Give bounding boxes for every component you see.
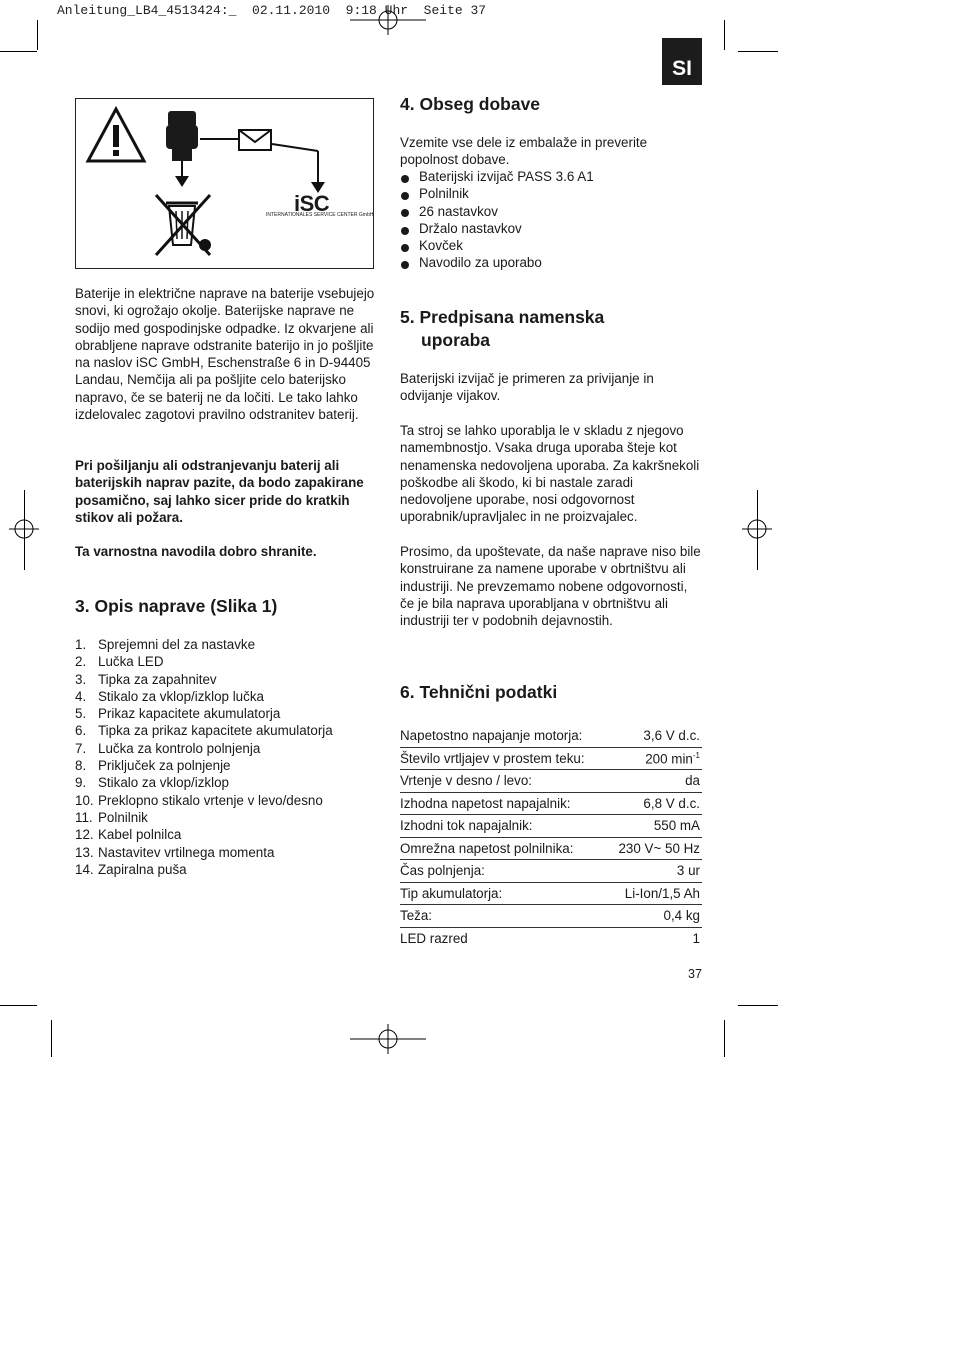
spec-label: Teža:	[400, 908, 433, 924]
spec-row	[400, 905, 702, 928]
parts-list-item	[75, 671, 375, 688]
delivery-item-label: Držalo nastavkov	[419, 220, 522, 236]
parts-item-number: 13.	[75, 844, 94, 860]
parts-item-label: Priključek za polnjenje	[98, 758, 231, 774]
spec-label: Napetostno napajanje motorja:	[400, 728, 583, 744]
parts-list-item	[75, 774, 375, 791]
disposal-figure	[75, 98, 374, 269]
spec-label: LED razred	[400, 931, 468, 947]
section-5-title-line2: uporaba	[421, 330, 491, 350]
delivery-item	[400, 203, 700, 220]
parts-list-item	[75, 688, 375, 705]
spec-row	[400, 928, 702, 951]
parts-item-label: Tipka za zapahnitev	[98, 671, 217, 687]
spec-table	[400, 725, 702, 950]
parts-item-number: 10.	[75, 792, 94, 808]
parts-item-label: Prikaz kapacitete akumulatorja	[98, 706, 281, 722]
parts-list-item	[75, 826, 375, 843]
spec-value-text: 200 min	[645, 750, 693, 766]
spec-value	[685, 773, 700, 788]
delivery-item	[400, 185, 700, 202]
delivery-item	[400, 220, 700, 237]
spec-value-superscript: -1	[692, 750, 700, 760]
parts-item-number: 7.	[75, 740, 87, 756]
spec-row	[400, 748, 702, 771]
spec-value	[654, 818, 700, 833]
bullet-icon	[401, 261, 409, 269]
parts-item-label: Stikalo za vklop/izklop lučka	[98, 688, 264, 704]
parts-item-number: 2.	[75, 654, 87, 670]
parts-list-item	[75, 740, 375, 757]
delivery-intro: Vzemite vse dele iz embalaže in preverite popolnost dobave.	[400, 135, 648, 168]
spec-value-text: 550 mA	[653, 818, 700, 834]
spec-value-text: 0,4 kg	[663, 908, 700, 924]
delivery-list	[400, 168, 700, 272]
parts-item-number: 12.	[75, 827, 94, 843]
parts-list-item	[75, 653, 375, 670]
spec-value	[677, 863, 700, 878]
battery-shipping-warning: Pri pošiljanju ali odstranjevanju baterij ali baterijskih naprav pazite, da bodo zapakirane posamično, saj lahko sicer pride do kratkih stikov ali požara.	[75, 458, 364, 525]
parts-item-number: 8.	[75, 758, 87, 774]
safety-keep-note: Ta varnostna navodila dobro shranite.	[75, 544, 317, 559]
spec-row	[400, 770, 702, 793]
parts-list-item	[75, 844, 375, 861]
spec-value-text: 3,6 V d.c.	[643, 728, 700, 744]
print-header: Anleitung_LB4_4513424:_ 02.11.2010 9:18 Uhr Seite 37	[57, 3, 487, 18]
section-3-title: 3. Opis naprave (Slika 1)	[75, 596, 278, 616]
spec-value-text: 6,8 V d.c.	[643, 795, 700, 811]
intended-use-p2: Ta stroj se lahko uporablja le v skladu z njegovo namembnostjo. Vsaka druga uporaba šteje kot nenamenska nedovoljena uporaba. Za kakršnekoli poškodbe ali škodo, ki bi nastale zaradi nedovoljene uporabe, nosi odgovornost uporabnik/upravljalec in ne proizvajalec.	[400, 423, 700, 525]
parts-item-number: 9.	[75, 775, 87, 791]
isc-logo-subtext: INTERNATIONALES SERVICE CENTER GmbH	[266, 212, 374, 218]
parts-list-item	[75, 705, 375, 722]
parts-list-item	[75, 757, 375, 774]
parts-item-number: 11.	[75, 809, 93, 825]
parts-item-label: Polnilnik	[98, 809, 148, 825]
isc-logo: iSC	[294, 191, 330, 216]
delivery-item-label: 26 nastavkov	[419, 203, 498, 219]
bullet-icon	[401, 209, 409, 217]
page-number: 37	[688, 967, 702, 981]
parts-item-label: Preklopno stikalo vrtenje v levo/desno	[98, 792, 323, 808]
parts-item-label: Kabel polnilca	[98, 827, 182, 843]
bullet-icon	[401, 244, 409, 252]
parts-list	[75, 636, 375, 878]
parts-item-number: 6.	[75, 723, 87, 739]
parts-item-label: Stikalo za vklop/izklop	[98, 775, 229, 791]
spec-value-text: 1	[692, 931, 700, 947]
section-4-title: 4. Obseg dobave	[400, 94, 541, 114]
disposal-illustration	[76, 99, 373, 268]
spec-value-text: 3 ur	[676, 863, 700, 879]
section-5-title-line1: 5. Predpisana namenska	[400, 307, 605, 327]
intended-use-p1: Baterijski izvijač je primeren za privijanje in odvijanje vijakov.	[400, 371, 654, 404]
parts-item-label: Tipka za prikaz kapacitete akumulatorja	[98, 723, 333, 739]
spec-row	[400, 725, 702, 748]
delivery-item	[400, 254, 700, 271]
parts-list-item	[75, 809, 375, 826]
parts-item-number: 5.	[75, 706, 87, 722]
spec-value	[625, 886, 700, 901]
bullet-icon	[401, 227, 409, 235]
device-icon	[166, 111, 198, 187]
parts-item-label: Lučka LED	[98, 654, 164, 670]
spec-value-text: 230 V~ 50 Hz	[618, 840, 700, 856]
spec-label: Tip akumulatorja:	[400, 885, 503, 901]
spec-row	[400, 860, 702, 883]
delivery-item-label: Kovček	[419, 238, 463, 254]
delivery-item	[400, 237, 700, 254]
spec-label: Izhodna napetost napajalnik:	[400, 795, 571, 811]
spec-value-text: da	[685, 773, 700, 789]
spec-label: Vrtenje v desno / levo:	[400, 773, 532, 789]
battery-disposal-text: Baterije in električne naprave na baterije vsebujejo snovi, ki ogrožajo okolje. Baterijske naprave ne sodijo med gospodinjske odpadke. Iz okvarjene ali obrabljene naprave odstranite baterijo in jo pošljite na naslov iSC GmbH, Eschenstraße 6 in D-94405 Landau, Nemčija ali pa pošljite celo baterijsko napravo, če se baterij ne da ločiti. Le tako lahko izdelovalec zagotovi pravilno odstranitev baterij.	[75, 286, 375, 423]
spec-value	[643, 728, 700, 743]
parts-item-label: Lučka za kontrolo polnjenja	[98, 740, 261, 756]
parts-list-item	[75, 636, 375, 653]
spec-row	[400, 793, 702, 816]
parts-item-number: 3.	[75, 671, 87, 687]
crossed-bin-icon	[156, 195, 211, 255]
intended-use-p3: Prosimo, da upoštevate, da naše naprave niso bile konstruirane za namene uporabe v obrtništvu ali industriji. Ne prevzemamo nobene odgovornosti, če je bila naprava uporabljana v obrtništvu ali industriji ter v podobnih dejavnostih.	[400, 544, 701, 629]
parts-list-item	[75, 861, 375, 878]
delivery-item-label: Polnilnik	[419, 186, 469, 202]
delivery-item-label: Navodilo za uporabo	[419, 255, 542, 271]
parts-list-item	[75, 792, 375, 809]
spec-row	[400, 883, 702, 906]
envelope-icon	[239, 130, 271, 150]
spec-row	[400, 838, 702, 861]
spec-label: Število vrtljajev v prostem teku:	[400, 750, 585, 766]
section-6-title: 6. Tehnični podatki	[400, 682, 558, 702]
parts-item-label: Nastavitev vrtilnega momenta	[98, 844, 275, 860]
parts-item-number: 4.	[75, 688, 87, 704]
parts-item-number: 1.	[75, 637, 87, 652]
spec-label: Omrežna napetost polnilnika:	[400, 840, 574, 856]
bullet-icon	[401, 192, 409, 200]
parts-item-label: Zapiralna puša	[98, 861, 187, 877]
parts-item-label: Sprejemni del za nastavke	[98, 637, 256, 652]
section-5-title	[400, 306, 604, 352]
delivery-item	[400, 168, 700, 185]
delivery-item-label: Baterijski izvijač PASS 3.6 A1	[419, 169, 594, 184]
spec-value	[664, 908, 700, 923]
parts-list-item	[75, 722, 375, 739]
spec-row	[400, 815, 702, 838]
spec-value	[693, 931, 700, 946]
spec-value-text: Li-Ion/1,5 Ah	[624, 885, 700, 901]
bullet-icon	[401, 175, 409, 183]
language-badge: SI	[662, 38, 702, 85]
spec-value	[645, 751, 700, 766]
spec-label: Čas polnjenja:	[400, 863, 485, 879]
spec-value	[618, 841, 700, 856]
parts-item-number: 14.	[75, 861, 94, 877]
warning-icon	[88, 109, 144, 161]
spec-value	[643, 796, 700, 811]
spec-label: Izhodni tok napajalnik:	[400, 818, 533, 834]
